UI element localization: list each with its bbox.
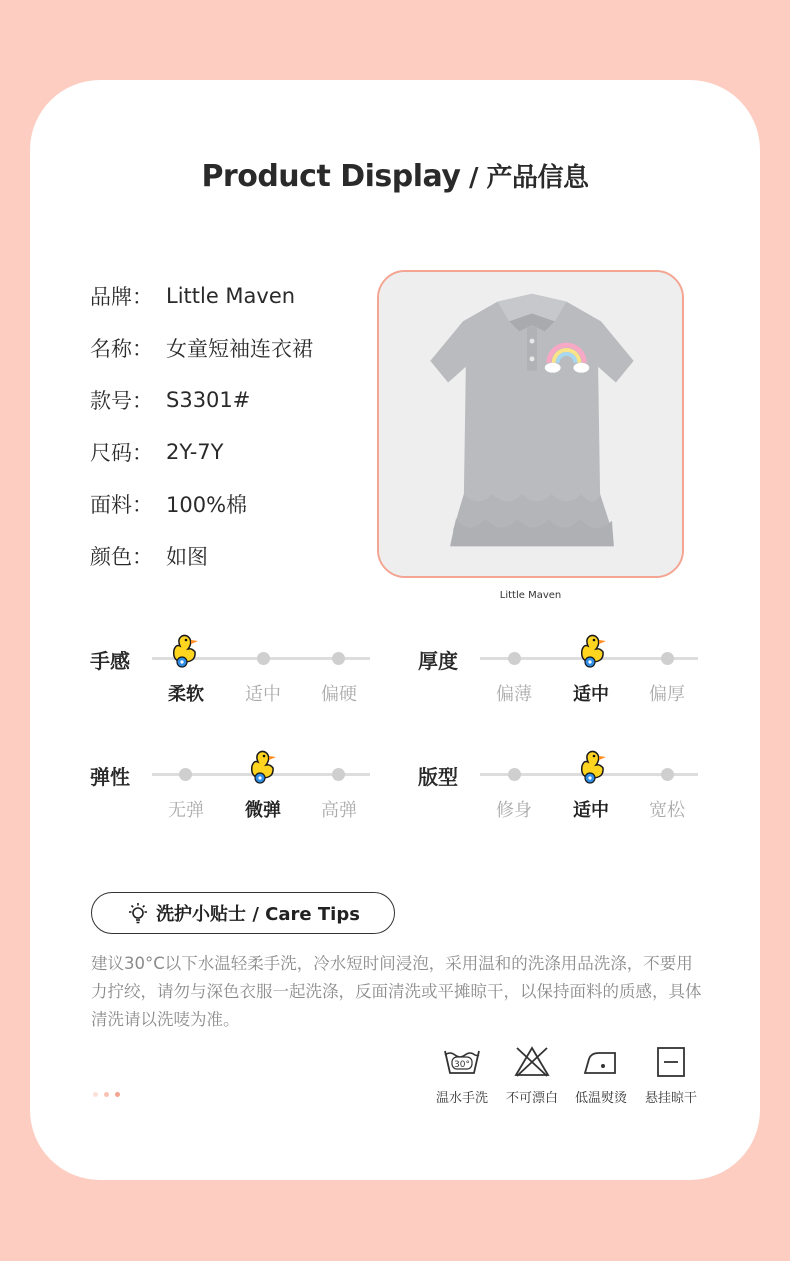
spec-row-color	[90, 530, 313, 582]
care-icon-no-bleach	[497, 1045, 567, 1106]
scale-dot	[508, 652, 521, 665]
spec-key: 颜色：	[90, 545, 153, 569]
photo-caption: Little Maven	[499, 590, 562, 601]
scale-option: 无弹	[168, 800, 204, 821]
spec-row-fabric	[90, 478, 313, 530]
care-icon-label: 低温熨烫	[574, 1091, 627, 1106]
spec-row-size	[90, 426, 313, 478]
duck-marker-icon	[576, 632, 610, 668]
scale-name: 手感	[90, 649, 130, 673]
title-sep: /	[460, 163, 487, 193]
scale-hand-feel	[90, 632, 390, 712]
spec-key: 面料：	[90, 493, 153, 517]
scale-option: 适中	[245, 684, 281, 705]
page-title	[0, 157, 790, 194]
scale-dot	[257, 652, 270, 665]
spec-value: 如图	[166, 545, 208, 569]
duck-marker-icon	[246, 748, 280, 784]
scale-option: 偏薄	[496, 684, 532, 705]
scale-option: 微弹	[245, 800, 281, 821]
scale-name: 厚度	[418, 649, 458, 673]
pager-dots	[93, 1092, 126, 1097]
pager-dot	[104, 1092, 109, 1097]
scale-fit	[418, 748, 718, 828]
care-icon-low-iron	[566, 1045, 636, 1106]
pager-dot	[93, 1092, 98, 1097]
scale-option: 适中	[573, 684, 609, 705]
scale-dot	[179, 768, 192, 781]
scale-dot	[661, 652, 674, 665]
care-icon-hang-dry	[636, 1045, 706, 1106]
duck-marker-icon	[576, 748, 610, 784]
title-en: Product Display	[201, 159, 461, 194]
scale-option: 适中	[573, 800, 609, 821]
scale-thickness	[418, 632, 718, 712]
care-icon-hand-wash	[427, 1045, 497, 1106]
scale-elasticity	[90, 748, 390, 828]
no-bleach-icon	[512, 1045, 552, 1079]
duck-marker-icon	[168, 632, 202, 668]
scale-option: 偏厚	[649, 684, 685, 705]
product-photo	[377, 270, 684, 578]
spec-value: Little Maven	[166, 284, 296, 308]
care-description: 建议30°C以下水温轻柔手洗，冷水短时间浸泡，采用温和的洗涤用品洗涤，不要用力拧绞，请勿与深色衣服一起洗涤，反面清洗或平摊晾干，以保持面料的质感，具体清洗请以洗唛为准。	[91, 954, 702, 1029]
care-icon-label: 不可漂白	[505, 1091, 558, 1106]
spec-row-brand	[90, 270, 313, 322]
spec-value: 100%棉	[166, 493, 248, 517]
spec-key: 名称：	[90, 337, 153, 361]
care-icon-label: 温水手洗	[435, 1091, 488, 1106]
scale-dot	[661, 768, 674, 781]
scale-option: 柔软	[168, 684, 204, 705]
dress-image	[379, 272, 682, 576]
spec-list	[90, 270, 313, 582]
scale-option: 修身	[496, 800, 532, 821]
scale-name: 版型	[418, 765, 458, 789]
care-tips-pill	[91, 892, 395, 934]
hang-dry-icon	[651, 1045, 691, 1079]
spec-key: 尺码：	[90, 441, 153, 465]
spec-row-name	[90, 322, 313, 374]
scale-option: 宽松	[649, 800, 685, 821]
spec-row-style	[90, 374, 313, 426]
lightbulb-icon	[126, 901, 150, 925]
scale-dot	[508, 768, 521, 781]
spec-key: 款号：	[90, 389, 153, 413]
spec-key: 品牌：	[90, 285, 153, 309]
pager-dot	[115, 1092, 120, 1097]
spec-value: 2Y-7Y	[166, 440, 224, 464]
title-cn: 产品信息	[486, 163, 589, 193]
scale-name: 弹性	[90, 765, 130, 789]
low-iron-icon	[581, 1045, 621, 1079]
scale-dot	[332, 652, 345, 665]
spec-value: 女童短袖连衣裙	[166, 337, 313, 361]
scale-dot	[332, 768, 345, 781]
scale-option: 高弹	[321, 800, 357, 821]
care-title: 洗护小贴士 / Care Tips	[156, 904, 360, 925]
wash-temp: 30°	[454, 1060, 470, 1070]
care-icon-label: 悬挂晾干	[644, 1091, 697, 1106]
spec-value: S3301#	[166, 388, 251, 412]
hand-wash-30-icon	[442, 1045, 482, 1079]
scale-option: 偏硬	[321, 684, 357, 705]
